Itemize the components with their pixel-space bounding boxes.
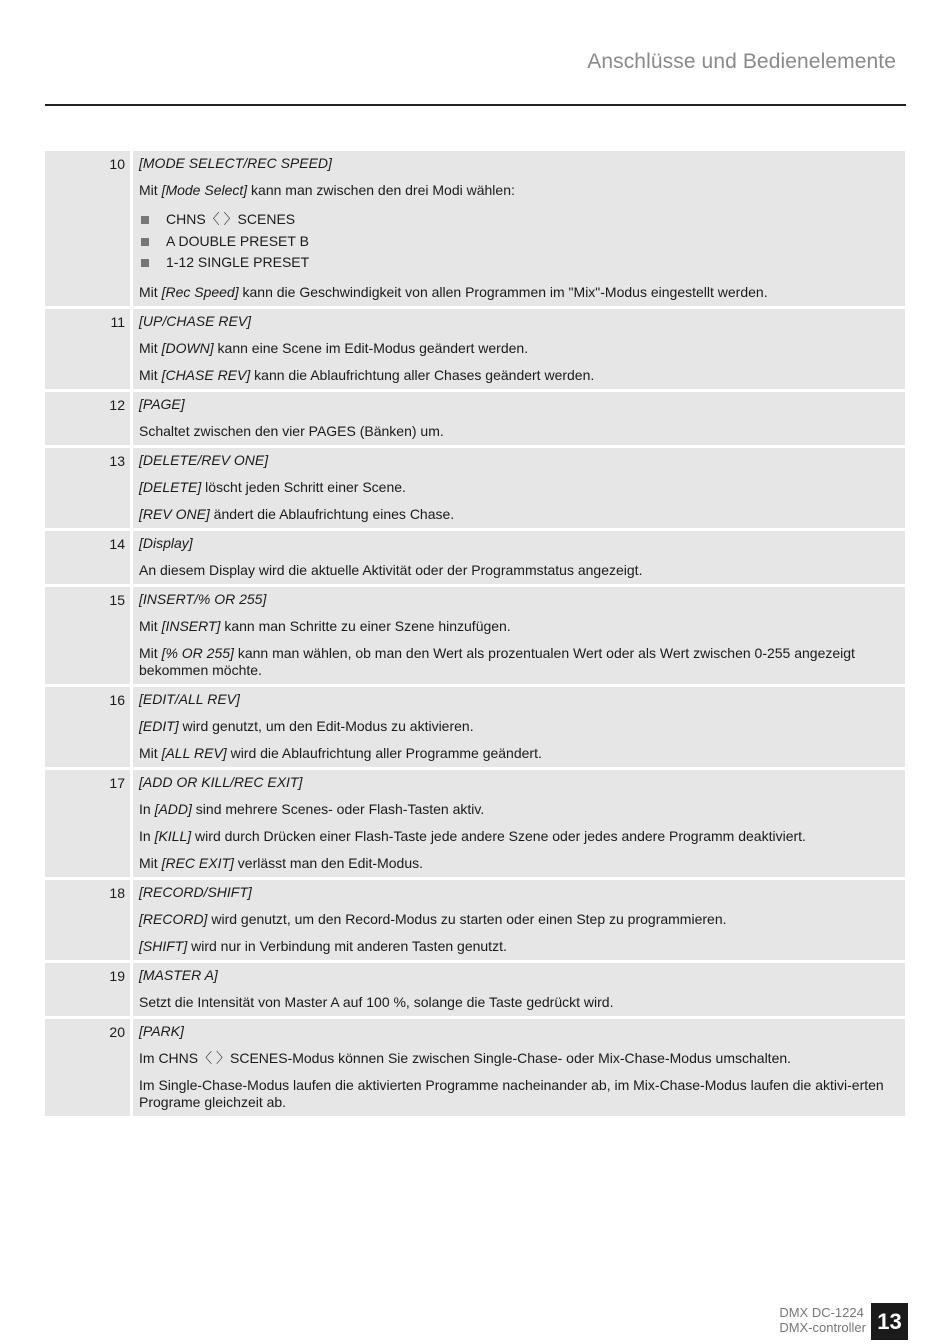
row-number: 20 [45, 1019, 130, 1116]
footer-model: DMX DC-1224 [779, 1305, 864, 1320]
row-number: 16 [45, 687, 130, 767]
row-paragraph: Mit [CHASE REV] kann die Ablaufrichtung aller Chases geändert werden. [139, 366, 595, 383]
row-description [133, 531, 905, 584]
row-paragraph: Mit [Mode Select] kann man zwischen den drei Modi wählen: [139, 182, 515, 198]
table-row [45, 880, 905, 960]
row-description [133, 880, 905, 960]
row-description [133, 309, 905, 389]
row-paragraph: Im CHNS〈 〉SCENES-Modus können Sie zwischen Single-Chase- oder Mix-Chase-Modus umschalten. [139, 1049, 792, 1066]
row-paragraph: Schaltet zwischen den vier PAGES (Bänken) um. [139, 422, 444, 439]
row-number: 14 [45, 531, 130, 584]
table-row [45, 309, 905, 389]
row-number: 13 [45, 448, 130, 528]
row-number: 15 [45, 587, 130, 684]
row-paragraph: In [ADD] sind mehrere Scenes- oder Flash-Tasten aktiv. [139, 800, 485, 817]
row-paragraph: Setzt die Intensität von Master A auf 100 %, solange die Taste gedrückt wird. [139, 993, 614, 1010]
row-title: [ADD OR KILL/REC EXIT] [139, 773, 303, 790]
table-row [45, 151, 905, 306]
row-title: [EDIT/ALL REV] [139, 690, 240, 707]
row-number: 11 [45, 309, 130, 389]
table-row [45, 587, 905, 684]
row-paragraph: Mit [ALL REV] wird die Ablaufrichtung aller Programme geändert. [139, 744, 542, 761]
table-row [45, 1019, 905, 1116]
row-description [133, 448, 905, 528]
row-title: [MODE SELECT/REC SPEED] [139, 155, 332, 171]
table-row [45, 531, 905, 584]
row-paragraph: Mit [% OR 255] kann man wählen, ob man den Wert als prozentualen Wert oder als Wert zwischen 0-255 angezeigt bekommen möchte. [139, 644, 855, 678]
footer-product-info [779, 1305, 866, 1335]
row-number: 10 [45, 151, 130, 306]
row-paragraph: Im Single-Chase-Modus laufen die aktivierten Programme nacheinander ab, im Mix-Chase-Modus laufen die aktivi-erten Programe gleichzeit ab. [139, 1076, 884, 1110]
row-description [133, 587, 905, 684]
row-paragraph: [RECORD] wird genutzt, um den Record-Modus zu starten oder einen Step zu programmieren. [139, 910, 727, 927]
list-item: 1-12 SINGLE PRESET [139, 252, 899, 274]
table-row [45, 687, 905, 767]
row-number: 19 [45, 963, 130, 1016]
row-paragraph: [EDIT] wird genutzt, um den Edit-Modus zu aktivieren. [139, 717, 474, 734]
table-row [45, 392, 905, 445]
row-paragraph: Mit [INSERT] kann man Schritte zu einer Szene hinzufügen. [139, 617, 511, 634]
row-description [133, 392, 905, 445]
row-number: 18 [45, 880, 130, 960]
row-description [133, 1019, 905, 1116]
row-title: [DELETE/REV ONE] [139, 451, 269, 468]
page-number: 13 [871, 1303, 908, 1340]
list-item: A DOUBLE PRESET B [139, 231, 899, 253]
table-row [45, 448, 905, 528]
row-description [133, 963, 905, 1016]
row-number: 17 [45, 770, 130, 877]
row-paragraph: [SHIFT] wird nur in Verbindung mit anderen Tasten genutzt. [139, 937, 507, 954]
row-title: [Display] [139, 534, 193, 551]
row-paragraph: Mit [REC EXIT] verlässt man den Edit-Modus. [139, 854, 424, 871]
row-paragraph: In [KILL] wird durch Drücken einer Flash-Taste jede andere Szene oder jedes andere Programm deaktiviert. [139, 827, 806, 844]
header-divider [45, 104, 906, 106]
row-title: [MASTER A] [139, 966, 218, 983]
row-paragraph: Mit [Rec Speed] kann die Geschwindigkeit von allen Programmen im "Mix"-Modus eingestellt werden. [139, 283, 768, 300]
row-description [133, 151, 905, 306]
page-header-title: Anschlüsse und Bedienelemente [587, 50, 896, 73]
row-title: [PARK] [139, 1022, 184, 1039]
row-description [133, 687, 905, 767]
controls-table [45, 151, 905, 1116]
list-item: CHNS〈 〉SCENES [139, 209, 899, 231]
table-row [45, 770, 905, 877]
footer-type: DMX-controller [779, 1320, 866, 1335]
row-number: 12 [45, 392, 130, 445]
row-description [133, 770, 905, 877]
row-title: [PAGE] [139, 395, 185, 412]
row-title: [UP/CHASE REV] [139, 312, 252, 329]
row-paragraph: An diesem Display wird die aktuelle Aktivität oder der Programmstatus angezeigt. [139, 561, 643, 578]
row-paragraph: [REV ONE] ändert die Ablaufrichtung eines Chase. [139, 505, 455, 522]
row-paragraph: Mit [DOWN] kann eine Scene im Edit-Modus geändert werden. [139, 339, 529, 356]
row-paragraph: [DELETE] löscht jeden Schritt einer Scene. [139, 478, 406, 495]
row-title: [RECORD/SHIFT] [139, 883, 252, 900]
row-title: [INSERT/% OR 255] [139, 590, 267, 607]
mode-list [139, 209, 899, 274]
table-row [45, 963, 905, 1016]
